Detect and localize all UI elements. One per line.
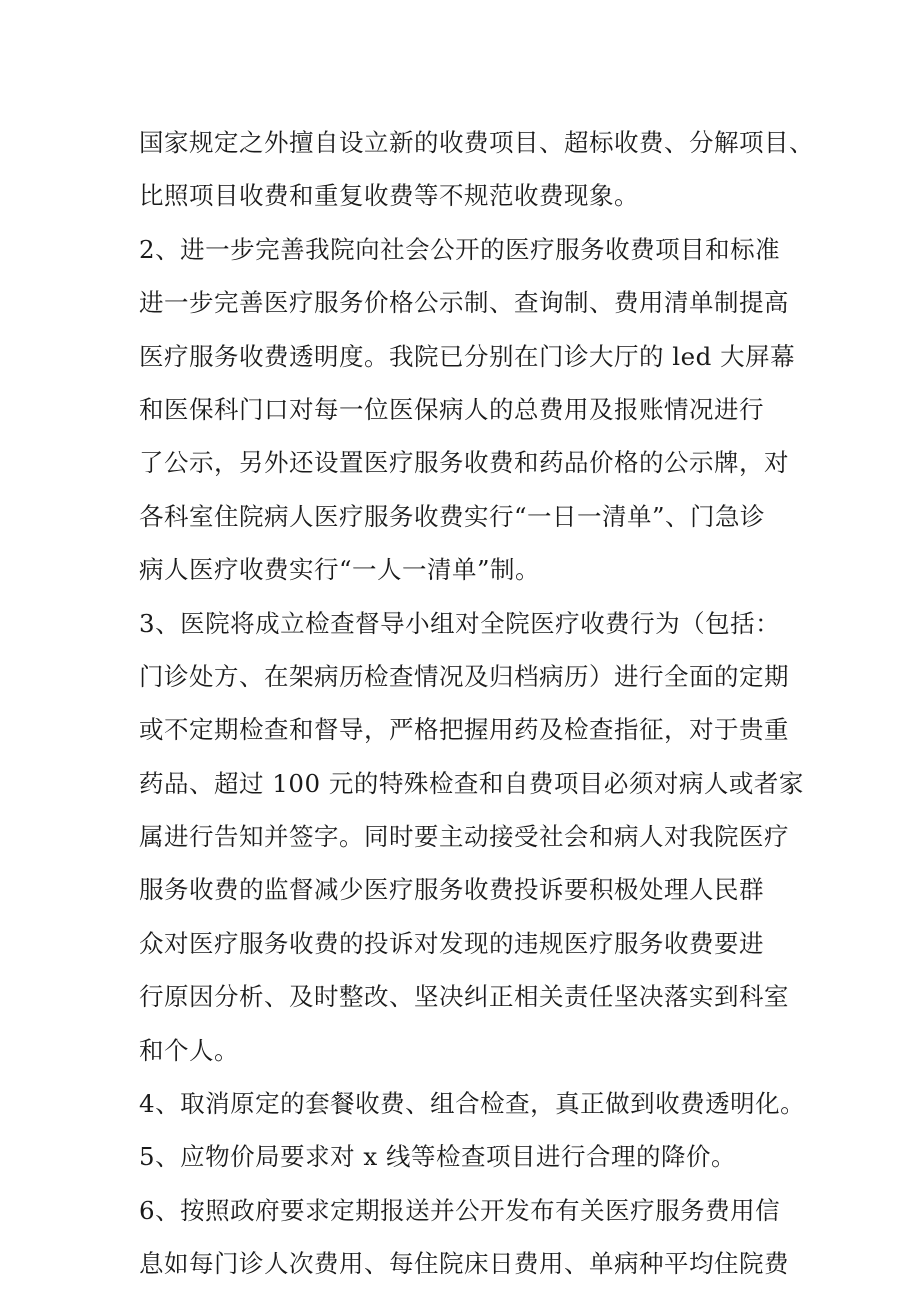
text-line: 门诊处方、在架病历检查情况及归档病历）进行全面的定期: [139, 661, 789, 691]
text-line: 和个人。: [139, 1035, 239, 1065]
text-line: 和医保科门口对每一位医保病人的总费用及报账情况进行: [139, 394, 764, 424]
text-line: 国家规定之外擅自设立新的收费项目、超标收费、分解项目、: [139, 128, 814, 157]
text-line: 进一步完善医疗服务价格公示制、查询制、费用清单制提高: [139, 288, 789, 318]
text-line: 病人医疗收费实行“一人一清单”制。: [139, 555, 541, 585]
text-line: 5、应物价局要求对 x 线等检查项目进行合理的降价。: [139, 1142, 736, 1172]
text-line: 医疗服务收费透明度。我院已分别在门诊大厅的 led 大屏幕: [139, 341, 796, 371]
text-line: 药品、超过 100 元的特殊检查和自费项目必须对病人或者家: [139, 768, 804, 798]
text-line: 2、进一步完善我院向社会公开的医疗服务收费项目和标准: [139, 234, 781, 264]
text-line: 3、医院将成立检查督导小组对全院医疗收费行为（包括：: [139, 608, 781, 638]
text-line: 4、取消原定的套餐收费、组合检查，真正做到收费透明化。: [139, 1089, 806, 1119]
text-line: 或不定期检查和督导，严格把握用药及检查指征，对于贵重: [139, 715, 789, 745]
text-line: 属进行告知并签字。同时要主动接受社会和病人对我院医疗: [139, 822, 789, 852]
text-line: 服务收费的监督减少医疗服务收费投诉要积极处理人民群: [139, 875, 764, 905]
text-line: 众对医疗服务收费的投诉对发现的违规医疗服务收费要进: [139, 928, 764, 958]
text-line: 行原因分析、及时整改、坚决纠正相关责任坚决落实到科室: [139, 982, 789, 1012]
text-line: 比照项目收费和重复收费等不规范收费现象。: [139, 181, 639, 211]
text-line: 息如每门诊人次费用、每住院床日费用、单病种平均住院费: [139, 1249, 789, 1279]
text-line: 了公示，另外还设置医疗服务收费和药品价格的公示牌，对: [139, 448, 789, 478]
document-body: [139, 116, 814, 1291]
text-line: 6、按照政府要求定期报送并公开发布有关医疗服务费用信: [139, 1195, 781, 1225]
text-line: 各科室住院病人医疗服务收费实行“一日一清单”、门急诊: [139, 501, 766, 531]
